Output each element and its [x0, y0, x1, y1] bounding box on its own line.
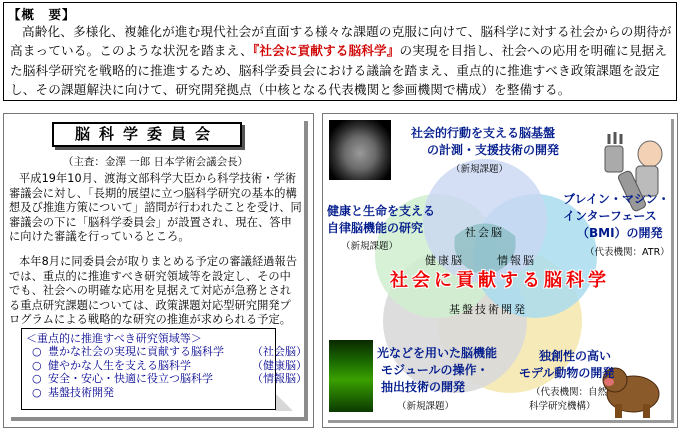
venn-label-social-brain: 社会脳 [465, 226, 504, 239]
overview-text-before: 高齢化、多様化、複雑化が進む現代社会が直面する様々な課題の克服に向けて、脳科学に対する社会からの期待が高まっている。このような状況を踏まえ、 [10, 24, 672, 59]
circle-bullet-icon: ○ [32, 372, 42, 386]
top-topic-line2: の計測・支援技術の開発 [427, 143, 560, 157]
right-topic-line3: （BMI）の開発 [577, 226, 663, 240]
focus-item-label: 健やかな人生を支える脳科学 [48, 358, 191, 372]
focus-item [32, 372, 307, 386]
research-diagram [325, 116, 671, 420]
committee-paragraph-1: 平成19年10月、渡海文部科学大臣から科学技術・学術審議会に対し、「長期的展望に立つ脳科学研究の基本的構想及び推進方策について」諮問が行われたことを受け、同審議会の下に「脳科学委員会」が設置され、現在、答申に向けた審議を行っているところ。 [9, 172, 302, 244]
bottom-left-topic-line3: 抽出技術の開発 [381, 380, 466, 394]
focus-item-tag: （社会脳） [252, 345, 307, 358]
overview-text [10, 22, 672, 100]
bottom-left-topic-sub: （新規課題） [397, 401, 455, 412]
circle-bullet-icon: ○ [32, 385, 42, 399]
focus-item-tag: （健康脳） [252, 358, 307, 372]
bottom-right-topic-line1: 独創性の高い [539, 349, 612, 363]
bottom-right-topic-sub2: 科学研究機構） [529, 401, 596, 412]
committee-paragraph-2: 本年8月に同委員会が取りまとめる予定の審議経過報告では、重点的に推進すべき研究領域等を設定し、その中でも、社会への明確な応用を見据えて対応が急務とされる重点研究課題については、政策課題対応型研究開発プログラムによる戦略的な研究の推進が求められる予定。 [9, 255, 298, 327]
circle-bullet-icon: ○ [32, 345, 42, 358]
focus-item-label: 安全・安心・快適に役立つ脳科学 [48, 372, 213, 386]
left-topic-line2: 自律脳機能の研究 [327, 221, 424, 235]
overview-text-after: の実現を目指し、社会への応用を明確に見据えた脳科学研究を戦略的に推進するため、脳科学委員会における議論を踏まえ、重点的に推進すべき政策課題を設定し、その課題解決に向けて、研究開発拠点（中核となる代表機関と参画機関で構成）を整備する。 [10, 43, 668, 98]
venn-label-info-brain: 情報脳 [497, 254, 536, 267]
focus-areas-list [32, 345, 307, 399]
overview-highlight: 『社会に貢献する脳科学』 [252, 43, 400, 59]
circle-bullet-icon: ○ [32, 358, 42, 372]
committee-panel [7, 117, 307, 417]
top-topic-line1: 社会的行動を支える脳基盤 [411, 126, 556, 140]
committee-chair: （主査：金澤 一郎 日本学術会議会長） [62, 156, 249, 168]
left-topic-line1: 健康と生命を支える [327, 204, 436, 218]
right-topic-line2: インターフェース [563, 209, 657, 223]
focus-item [32, 345, 307, 359]
overview-box [3, 2, 677, 101]
focus-item-label: 豊かな社会の実現に貢献する脳科学 [48, 345, 224, 358]
bottom-right-topic-line2: モデル動物の開発 [519, 366, 615, 380]
neuron-fluorescence-image [329, 340, 373, 412]
center-title: 社会に貢献する脳科学 [390, 270, 610, 291]
right-topic-line1: ブレイン・マシン・ [563, 192, 670, 206]
left-topic-sub: （新規課題） [341, 241, 399, 252]
focus-areas-title: ＜重点的に推進すべき研究領域等＞ [26, 332, 202, 345]
focus-item-label: 基盤技術開発 [48, 385, 114, 399]
top-topic-sub: （新規課題） [451, 164, 509, 175]
right-topic-sub: （代表機関：ATR） [585, 247, 670, 258]
overview-label: 【概 要】 [8, 7, 76, 22]
venn-label-health-brain: 健康脳 [425, 254, 464, 267]
bottom-left-topic-line1: 光などを用いた脳機能 [377, 346, 498, 360]
venn-label-base-tech: 基盤技術開発 [449, 303, 527, 316]
committee-title: 脳科学委員会 [52, 122, 242, 147]
brain-scan-image [329, 120, 391, 180]
focus-item [32, 386, 224, 400]
focus-item [32, 358, 307, 373]
focus-item-tag: （情報脳） [252, 372, 307, 386]
bottom-right-topic-sub1: （代表機関：自然 [531, 387, 608, 398]
focus-areas-box [21, 328, 307, 410]
bottom-left-topic-line2: モジュールの操作・ [381, 363, 489, 377]
focus-box-fold [275, 393, 293, 411]
